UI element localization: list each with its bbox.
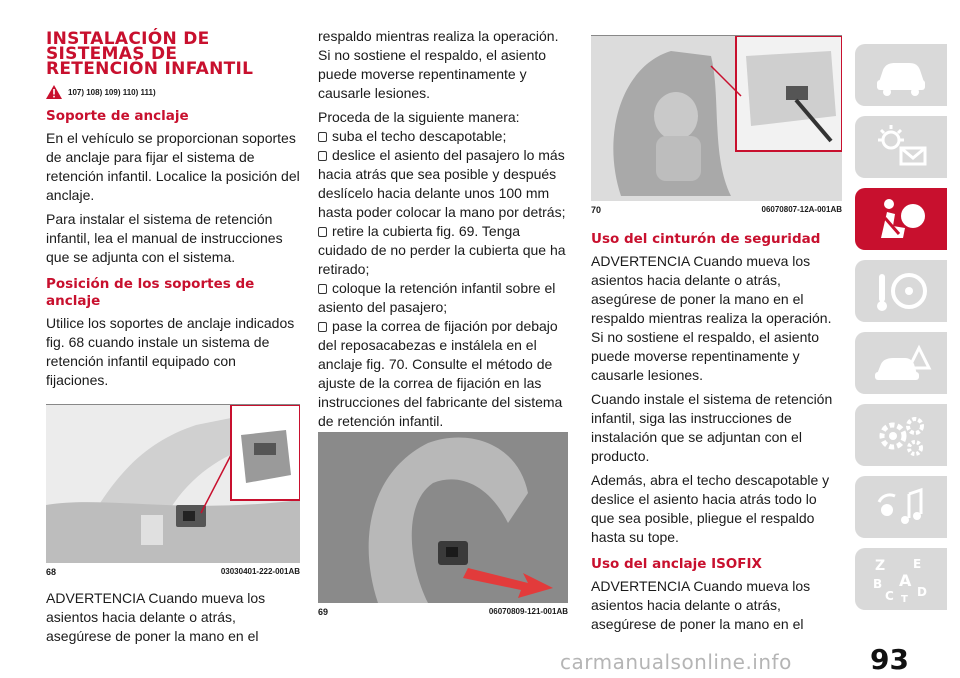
warning-lights-icon [869, 122, 933, 172]
tab-multimedia[interactable] [855, 476, 947, 538]
heading-anchor-support: Soporte de anclaje [46, 108, 189, 124]
paragraph-warning: ADVERTENCIA Cuando mueva los asientos hacia delante o atrás, asegúrese de poner la mano en el [591, 578, 811, 632]
section-title: INSTALACIÓN DE SISTEMAS DE RETENCIÓN INFANTIL [46, 29, 254, 79]
heading-anchor-position: Posición de los soportes de anclaje [46, 276, 255, 309]
figure-69-caption: 69 06070809-121-001AB [318, 607, 568, 617]
maintenance-gears-icon [869, 410, 933, 460]
column-3 [591, 35, 842, 639]
figure-70 [591, 35, 842, 215]
alphabet-index-icon [869, 554, 933, 604]
tab-starting-driving[interactable] [855, 260, 947, 322]
tab-index[interactable] [855, 548, 947, 610]
figure-70-caption: 70 06070807-12A-001AB [591, 205, 842, 215]
tab-emergency[interactable] [855, 332, 947, 394]
warning-references: 107) 108) 109) 110) 111) [46, 85, 300, 99]
list-item: pase la correa de fijación por debajo del reposacabezas e instálela en el anclaje fig. 70. Consulte el método de ajuste de la correa de fijación en las instrucciones del fabricante del sistema de retención infantil. [318, 318, 563, 429]
paragraph: Proceda de la siguiente manera: [318, 109, 520, 125]
list-item: coloque la retención infantil sobre el asiento del pasajero; [318, 280, 556, 315]
figure-68-caption: 68 03030401-222-001AB [46, 567, 300, 577]
multimedia-icon [869, 482, 933, 532]
index-letter: E [913, 557, 922, 571]
airbag-seat-icon [869, 194, 933, 244]
figure-69 [318, 432, 568, 617]
heading-isofix-use: Uso del anclaje ISOFIX [591, 556, 762, 572]
car-icon [869, 50, 933, 100]
tab-vehicle[interactable] [855, 44, 947, 106]
list-item: deslice el asiento del pasajero lo más hacia atrás que sea posible y después deslícelo hacia delante unos 100 mm hasta poder colocar la mano por detrás; [318, 147, 566, 220]
paragraph: respaldo mientras realiza la operación. Si no sostiene el respaldo, el asiento puede moverse repentinamente y causarle lesiones. [318, 28, 559, 101]
paragraph: En el vehículo se proporcionan soportes de anclaje para fijar el sistema de retención infantil. Localice la posición del anclaje. [46, 130, 300, 203]
checkbox-bullet-icon [318, 132, 327, 142]
index-letter: T [901, 594, 908, 604]
paragraph: Además, abra el techo descapotable y deslice el asiento hacia atrás todo lo que sea posible, pliegue el respaldo hasta su tope. [591, 472, 830, 545]
column-2 [318, 27, 568, 617]
column-1 [46, 0, 300, 651]
paragraph: Utilice los soportes de anclaje indicados fig. 68 cuando instale un sistema de retención infantil equipado con fijaciones. [46, 315, 295, 388]
index-letter: A [899, 571, 912, 590]
checkbox-bullet-icon [318, 151, 327, 161]
chapter-tabs [855, 44, 950, 620]
tab-safety[interactable] [855, 188, 947, 250]
figure-68 [46, 404, 300, 577]
paragraph: Para instalar el sistema de retención infantil, lea el manual de instrucciones que se adjunta con el sistema. [46, 211, 283, 265]
checkbox-bullet-icon [318, 227, 327, 237]
list-item: suba el techo descapotable; [318, 127, 568, 146]
steering-key-icon [869, 266, 933, 316]
paragraph-warning: ADVERTENCIA Cuando mueva los asientos hacia delante o atrás, asegúrese de poner la mano en el [46, 590, 266, 644]
page-number: 93 [870, 643, 909, 676]
procedure-list [318, 127, 568, 431]
paragraph: ADVERTENCIA Cuando mueva los asientos hacia delante o atrás, asegúrese de poner la mano en el respaldo mientras realiza la operación. Si no sostiene el respaldo, el asiento puede moverse repentinamente y causarle lesiones. [591, 253, 832, 383]
figure-68-image [46, 405, 300, 563]
figure-69-image [318, 433, 568, 603]
index-letter: C [885, 589, 894, 603]
heading-seatbelt-use: Uso del cinturón de seguridad [591, 231, 821, 247]
warning-triangle-icon [46, 85, 62, 99]
list-item: retire la cubierta fig. 69. Tenga cuidado de no perder la cubierta que ha retirado; [318, 223, 566, 277]
figure-70-image [591, 36, 842, 201]
breakdown-icon [869, 338, 933, 388]
paragraph: Cuando instale el sistema de retención infantil, siga las instrucciones de instalación que se adjuntan con el producto. [591, 391, 833, 464]
checkbox-bullet-icon [318, 284, 327, 294]
tab-warning-lights[interactable] [855, 116, 947, 178]
checkbox-bullet-icon [318, 322, 327, 332]
tab-maintenance[interactable] [855, 404, 947, 466]
index-letter: D [917, 585, 927, 599]
index-letter: B [873, 577, 883, 591]
watermark: carmanualsonline.info [560, 650, 792, 674]
index-letter: Z [875, 558, 886, 574]
